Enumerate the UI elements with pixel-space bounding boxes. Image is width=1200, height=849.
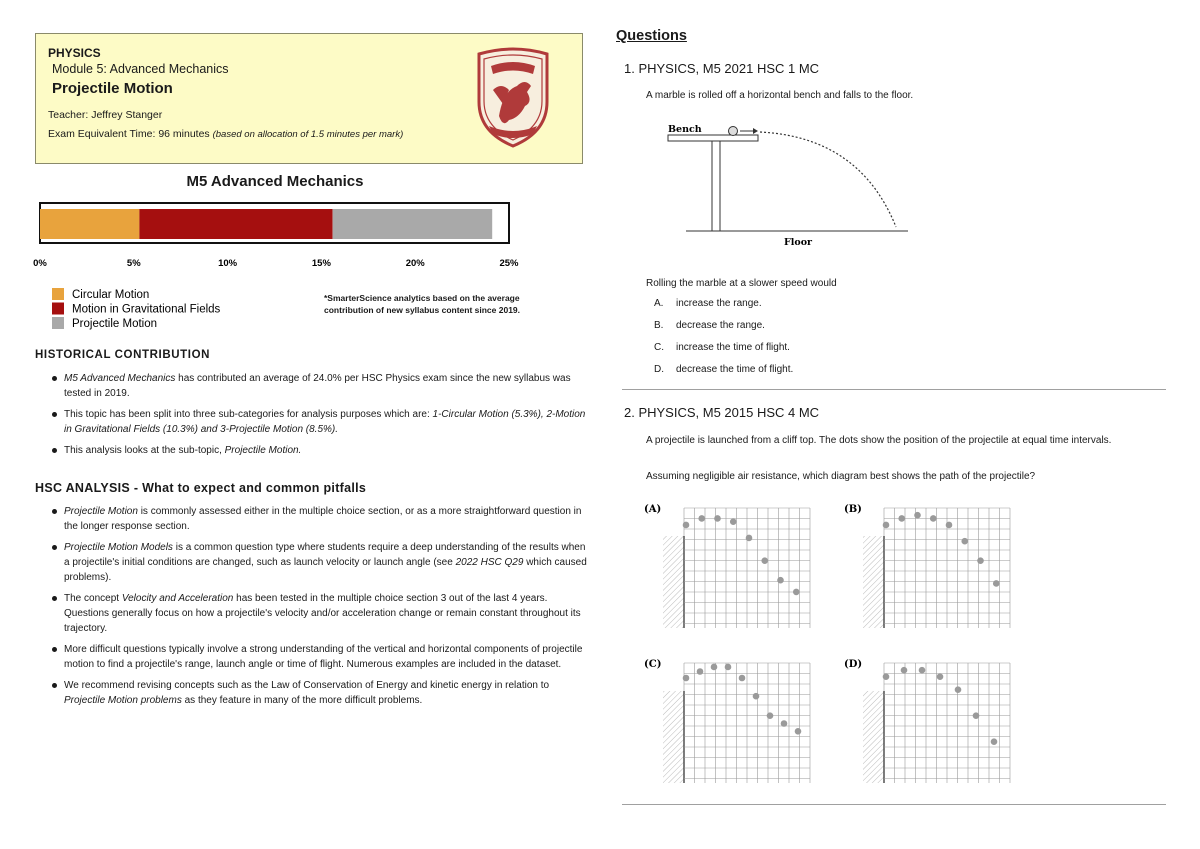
exam-time-line (48, 128, 403, 140)
question-1-prompt: Rolling the marble at a slower speed would (646, 278, 837, 289)
question-1-text: A marble is rolled off a horizontal bench and falls to the floor. (646, 90, 914, 101)
projectile-dot (714, 515, 721, 522)
exam-time-note: (based on allocation of 1.5 minutes per mark) (212, 129, 404, 140)
projectile-dot (746, 535, 753, 542)
projectile-dot (711, 664, 718, 671)
projectile-dot (697, 668, 704, 675)
historical-list (50, 371, 590, 464)
teacher-label: Teacher: (48, 109, 89, 121)
tick-label: 0% (33, 258, 47, 269)
projectile-dot (781, 720, 788, 727)
chart-title: M5 Advanced Mechanics (186, 173, 364, 190)
projectile-dot (937, 673, 944, 680)
list-item: The concept Velocity and Acceleration has been tested in the multiple choice section 3 out of the last 4 years. Questions generally focus on how a projectile's velocity and/or acceleration change or remain constant throughout its trajectory. (50, 591, 590, 636)
arrowhead-icon (753, 128, 758, 134)
projectile-dot (725, 664, 732, 671)
list-item: More difficult questions typically involve a strong understanding of the vertical and horizontal components of projectile motion to find a projectile's range, launch angle or time of flight. Numerous examples are included in the dataset. (50, 642, 590, 672)
legend-swatch (52, 288, 64, 300)
chart-note: *SmarterScience analytics based on the average contribution of new syllabus content since 2019. (324, 293, 521, 315)
projectile-dot (919, 667, 926, 674)
divider (622, 389, 1166, 390)
projectile-dot (730, 518, 737, 525)
diagram-label: (A) (644, 504, 662, 515)
trajectory-diagrams (640, 500, 1160, 790)
projectile-dot (914, 512, 921, 519)
legend-swatch (52, 317, 64, 329)
projectile-dot (739, 675, 746, 682)
header-box (35, 33, 583, 164)
teacher-line (48, 109, 162, 121)
exam-time-value: 96 minutes (158, 128, 210, 140)
list-item: This topic has been split into three sub-categories for analysis purposes which are: 1-Circular Motion (5.3%), 2-Motion in Gravitational Fields (10.3%) and 3-Projectile Motion (8.5%). (50, 407, 590, 437)
projectile-dot (883, 673, 890, 680)
question-1-options (654, 298, 793, 386)
diagram-label: (C) (644, 659, 662, 670)
legend-label: Circular Motion (72, 289, 150, 301)
option-a[interactable]: A. increase the range. (654, 298, 762, 309)
cliff (863, 691, 884, 783)
bench-leg (712, 141, 720, 231)
hsc-analysis-heading: HSC ANALYSIS - What to expect and common pitfalls (35, 481, 367, 495)
projectile-dot (793, 589, 800, 596)
tick-label: 10% (218, 258, 238, 269)
list-item: Projectile Motion is commonly assessed either in the multiple choice section, or as a more straightforward question in the longer response section. (50, 504, 590, 534)
tick-label: 15% (311, 258, 331, 269)
projectile-dot (973, 712, 980, 719)
question-2-title: 2. PHYSICS, M5 2015 HSC 4 MC (624, 405, 820, 420)
diagram-label: (B) (844, 504, 862, 515)
marble (729, 127, 738, 136)
diagram-a[interactable] (644, 504, 810, 628)
projectile-dot (955, 686, 962, 693)
topic-title: Projectile Motion (52, 80, 173, 97)
diagram-b[interactable] (844, 504, 1010, 628)
list-item: M5 Advanced Mechanics has contributed an average of 24.0% per HSC Physics exam since the new syllabus was tested in 2019. (50, 371, 590, 401)
hsc-analysis-list (50, 504, 590, 714)
question-2-prompt: Assuming negligible air resistance, which diagram best shows the path of the projectile? (646, 471, 1036, 482)
cliff (863, 536, 884, 628)
projectile-dot (930, 515, 937, 522)
subject-label: PHYSICS (48, 46, 101, 60)
projectile-dot (991, 738, 998, 745)
projectile-dot (795, 728, 802, 735)
list-item: We recommend revising concepts such as the Law of Conservation of Energy and kinetic energy in relation to Projectile Motion problems as they feature in many of the more difficult problems. (50, 678, 590, 708)
trajectory-path (760, 132, 896, 227)
projectile-dot (993, 580, 1000, 587)
questions-heading: Questions (616, 28, 687, 44)
projectile-dot (753, 693, 760, 700)
list-item: This analysis looks at the sub-topic, Projectile Motion. (50, 443, 590, 458)
diagram-c[interactable] (644, 659, 810, 783)
projectile-dot (767, 712, 774, 719)
historical-heading: HISTORICAL CONTRIBUTION (35, 349, 211, 361)
bar-projectile-motion (333, 209, 493, 239)
bench-top (668, 135, 758, 141)
list-item: Projectile Motion Models is a common question type where students require a deep understanding of the results when a projectile's initial conditions are changed, such as launch velocity or launch angle (see 2022 HSC Q29 which caused problems). (50, 540, 590, 585)
projectile-dot (977, 557, 984, 564)
question-2-text: A projectile is launched from a cliff top. The dots show the position of the projectile at equal time intervals. (646, 435, 1112, 446)
legend-label: Motion in Gravitational Fields (72, 303, 221, 316)
option-c[interactable]: C. increase the time of flight. (654, 342, 790, 353)
exam-time-label: Exam Equivalent Time: (48, 128, 156, 140)
question-1-title: 1. PHYSICS, M5 2021 HSC 1 MC (624, 61, 820, 76)
option-b[interactable]: B. decrease the range. (654, 320, 765, 331)
projectile-dot (698, 515, 705, 522)
diagram-label: (D) (844, 659, 863, 670)
projectile-dot (946, 522, 953, 529)
projectile-dot (761, 557, 768, 564)
tick-label: 25% (499, 258, 519, 269)
projectile-dot (961, 538, 968, 545)
cliff (663, 691, 684, 783)
bar-circular-motion (40, 209, 139, 239)
projectile-dot (777, 577, 784, 584)
diagram-d[interactable] (844, 659, 1010, 783)
module-label: Module 5: Advanced Mechanics (52, 62, 229, 76)
floor-label: Floor (784, 237, 813, 248)
projectile-dot (898, 515, 905, 522)
school-crest-icon (473, 46, 553, 150)
legend-label: Projectile Motion (72, 318, 158, 330)
cliff (663, 536, 684, 628)
tick-label: 5% (126, 258, 141, 269)
bar-motion-in-gravitational-fields (139, 209, 332, 239)
teacher-name: Jeffrey Stanger (91, 109, 163, 121)
tick-label: 20% (405, 258, 425, 269)
bench-marble-diagram (660, 117, 920, 252)
projectile-dot (901, 667, 908, 674)
legend-swatch (52, 303, 64, 315)
option-d[interactable]: D. decrease the time of flight. (654, 364, 794, 375)
projectile-dot (683, 522, 690, 529)
projectile-dot (683, 675, 690, 682)
bench-label: Bench (668, 124, 702, 135)
divider (622, 804, 1166, 805)
projectile-dot (883, 522, 890, 529)
